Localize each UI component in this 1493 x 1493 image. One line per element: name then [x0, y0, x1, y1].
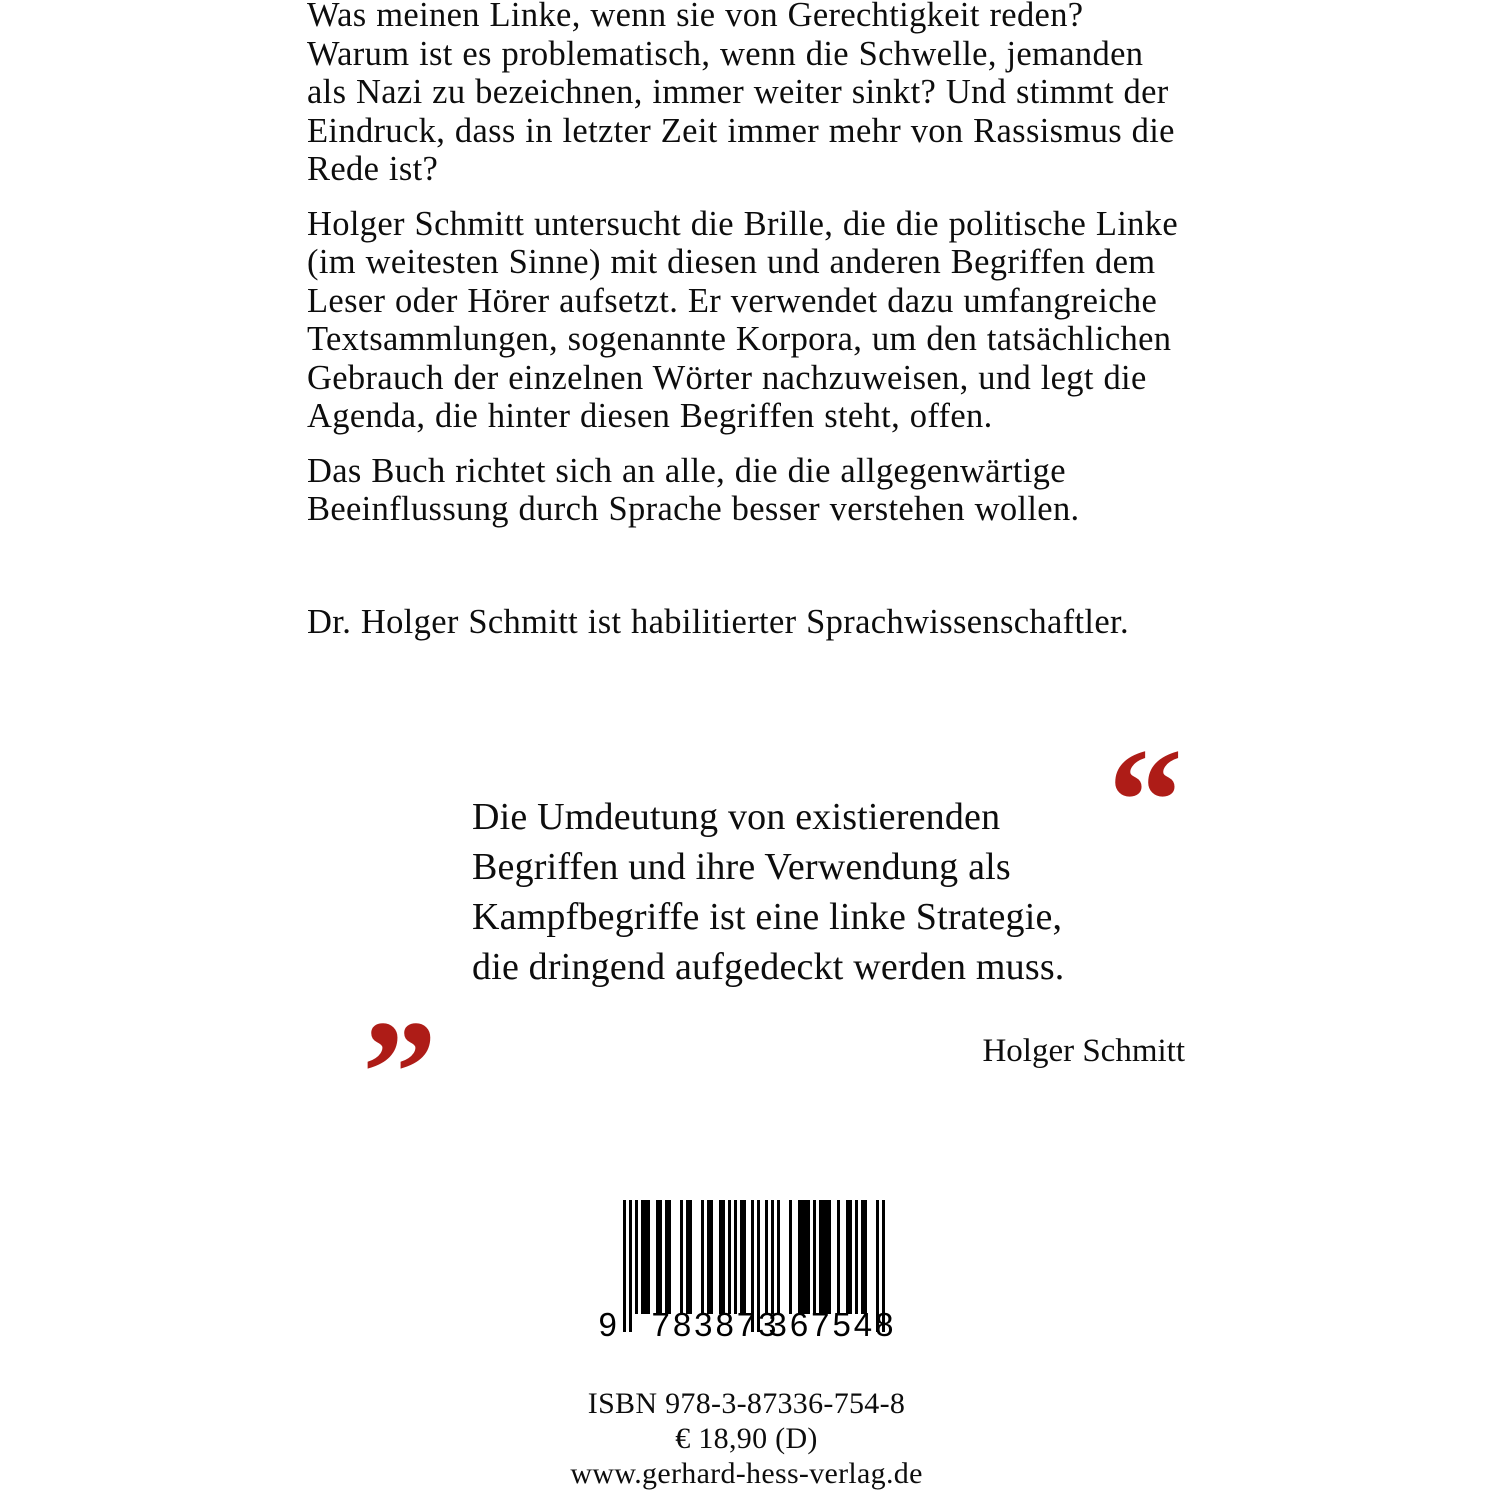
pull-quote-line-2: Begriffen und ihre Verwendung als: [472, 846, 1011, 888]
blurb-paragraph-2: Holger Schmitt untersucht die Brille, die die politische Linke (im weitesten Sinne) mit diesen und anderen Begriffen dem Leser oder Hörer aufsetzt. Er verwendet dazu umfangreiche Textsammlungen, sogenannte Korpora, um den tatsächlichen Gebrauch der einzelnen Wörter nachzuweisen, und legt die Agenda, die hinter diesen Begriffen steht, offen.: [307, 204, 1179, 435]
author-bio-line: Dr. Holger Schmitt ist habilitierter Sprachwissenschaftler.: [307, 602, 1129, 641]
pull-quote-line-1: Die Umdeutung von existierenden: [472, 796, 1001, 838]
barcode-right-group: 367548: [768, 1306, 897, 1343]
barcode-lead-digit: 9: [598, 1306, 618, 1343]
pull-quote-line-3: Kampfbegriffe ist eine linke Strategie,: [472, 896, 1063, 938]
publisher-website: www.gerhard-hess-verlag.de: [570, 1457, 923, 1490]
pull-quote-text: [472, 792, 1172, 992]
ean13-barcode: [598, 1196, 897, 1346]
pull-quote-attribution: Holger Schmitt: [982, 1033, 1185, 1069]
imprint-block: [0, 1386, 1493, 1491]
blurb-paragraph-1: Was meinen Linke, wenn sie von Gerechtigkeit reden? Warum ist es problematisch, wenn die Schwelle, jemanden als Nazi zu bezeichnen, immer weiter sinkt? Und stimmt der Eindruck, dass in letzter Zeit immer mehr von Rassismus die Rede ist?: [307, 0, 1175, 188]
close-quote-icon: ”: [362, 990, 437, 1156]
isbn-text: ISBN 978-3-87336-754-8: [587, 1387, 906, 1420]
blurb-text-block: [307, 0, 1189, 657]
blurb-paragraph-3: Das Buch richtet sich an alle, die die allgegenwärtige Beeinflussung durch Sprache besser verstehen wollen.: [307, 451, 1080, 528]
barcode-area: [0, 1196, 1493, 1351]
price-text: € 18,90 (D): [675, 1422, 818, 1455]
barcode-left-group: 783873: [651, 1306, 780, 1343]
barcode-digits: [597, 1308, 897, 1344]
pull-quote-block: [0, 718, 1493, 1156]
pull-quote-line-4: die dringend aufgedeckt werden muss.: [472, 946, 1065, 988]
open-quote-icon: “: [1108, 718, 1183, 884]
